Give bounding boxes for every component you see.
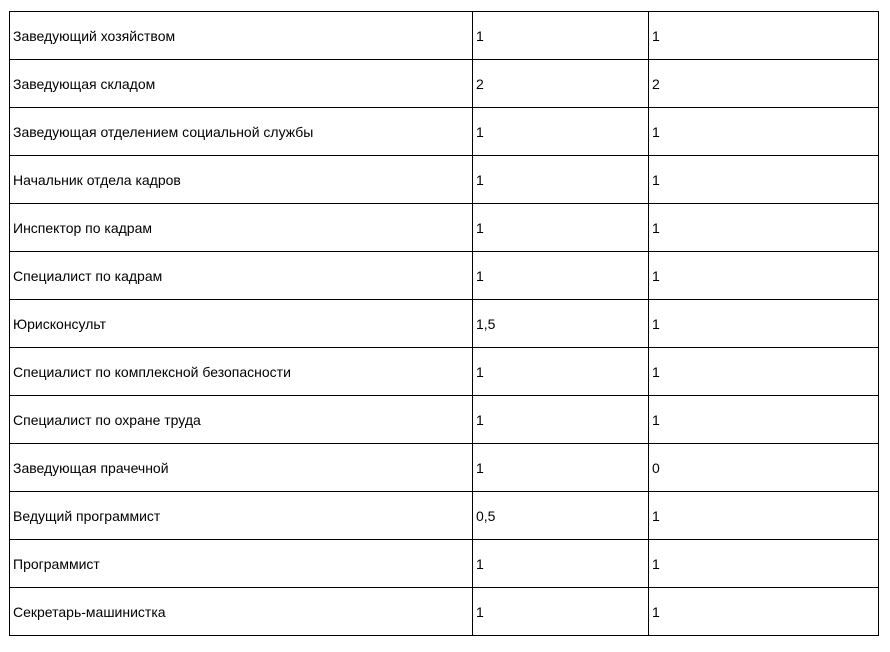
value-cell-a: 1 (473, 396, 649, 444)
value-cell-b: 1 (649, 252, 879, 300)
position-cell: Специалист по комплексной безопасности (10, 348, 473, 396)
staff-table (9, 11, 879, 636)
value-cell-a: 1 (473, 348, 649, 396)
table-row (10, 12, 879, 60)
value-cell-b: 2 (649, 60, 879, 108)
value-cell-b: 1 (649, 156, 879, 204)
position-cell: Ведущий программист (10, 492, 473, 540)
value-cell-a: 1,5 (473, 300, 649, 348)
table-row (10, 60, 879, 108)
value-cell-a: 1 (473, 12, 649, 60)
value-cell-b: 1 (649, 540, 879, 588)
position-cell: Инспектор по кадрам (10, 204, 473, 252)
table-row (10, 252, 879, 300)
position-cell: Специалист по охране труда (10, 396, 473, 444)
table-row (10, 396, 879, 444)
value-cell-a: 1 (473, 108, 649, 156)
value-cell-a: 1 (473, 540, 649, 588)
table-row (10, 444, 879, 492)
table-row (10, 204, 879, 252)
table-row (10, 540, 879, 588)
position-cell: Специалист по кадрам (10, 252, 473, 300)
table-row (10, 156, 879, 204)
table-row (10, 300, 879, 348)
position-cell: Заведующая прачечной (10, 444, 473, 492)
value-cell-b: 1 (649, 396, 879, 444)
value-cell-a: 0,5 (473, 492, 649, 540)
value-cell-a: 1 (473, 444, 649, 492)
value-cell-b: 1 (649, 348, 879, 396)
value-cell-b: 1 (649, 492, 879, 540)
value-cell-b: 0 (649, 444, 879, 492)
position-cell: Заведующая отделением социальной службы (10, 108, 473, 156)
value-cell-b: 1 (649, 588, 879, 636)
value-cell-b: 1 (649, 12, 879, 60)
table-row (10, 588, 879, 636)
position-cell: Начальник отдела кадров (10, 156, 473, 204)
position-cell: Секретарь-машинистка (10, 588, 473, 636)
position-cell: Юрисконсульт (10, 300, 473, 348)
table-row (10, 108, 879, 156)
value-cell-b: 1 (649, 204, 879, 252)
position-cell: Заведующий хозяйством (10, 12, 473, 60)
table-row (10, 492, 879, 540)
value-cell-a: 1 (473, 156, 649, 204)
value-cell-b: 1 (649, 108, 879, 156)
position-cell: Программист (10, 540, 473, 588)
value-cell-a: 1 (473, 252, 649, 300)
value-cell-b: 1 (649, 300, 879, 348)
value-cell-a: 1 (473, 588, 649, 636)
value-cell-a: 2 (473, 60, 649, 108)
position-cell: Заведующая складом (10, 60, 473, 108)
value-cell-a: 1 (473, 204, 649, 252)
table-row (10, 348, 879, 396)
